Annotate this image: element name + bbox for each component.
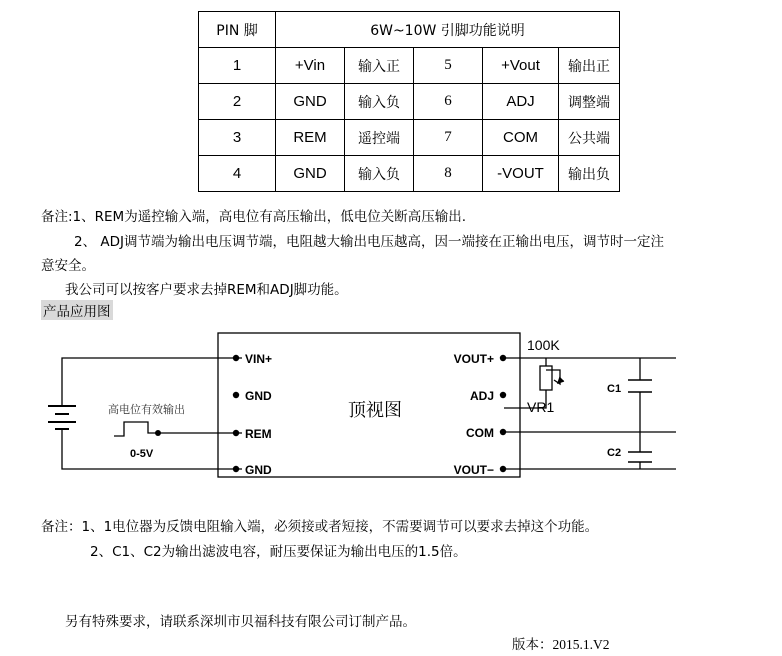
pin-function: 输入正 (345, 48, 414, 84)
pin-function: 调整端 (559, 84, 620, 120)
pin-name: +Vout (483, 48, 559, 84)
table-row (199, 48, 620, 84)
module-label: 顶视图 (348, 400, 402, 421)
pin-number: 1 (199, 48, 276, 84)
pin-label-rem: REM (245, 427, 272, 441)
pin-number: 8 (414, 156, 483, 192)
pin-label-vout-neg: VOUT− (453, 463, 494, 477)
pin-number: 3 (199, 120, 276, 156)
pin-number: 5 (414, 48, 483, 84)
pin-label-vout: VOUT+ (453, 352, 494, 366)
header-pin: PIN 脚 (199, 12, 276, 48)
note-capacitors: 2、C1、C2为输出滤波电容，耐压要保证为输出电压的1.5倍。 (90, 544, 467, 560)
wire-vin (62, 358, 242, 406)
pin-function: 输入负 (345, 84, 414, 120)
pin-name: -VOUT (483, 156, 559, 192)
pin-function: 公共端 (559, 120, 620, 156)
contact-note: 另有特殊要求，请联系深圳市贝福科技有限公司订制产品。 (65, 614, 416, 630)
pot-name: VR1 (527, 399, 555, 415)
pin-label-com: COM (466, 426, 494, 440)
application-diagram (0, 326, 782, 496)
header-title: 6W~10W 引脚功能说明 (276, 12, 620, 48)
pin-function-table (198, 11, 620, 192)
pin-label-gnd-2: GND (245, 463, 272, 477)
pin-name: ADJ (483, 84, 559, 120)
note-potentiometer: 备注：1、1电位器为反馈电阻输入端，必须接或者短接，不需要调节可以要求去掉这个功能。 (41, 519, 599, 535)
cap1-label: C1 (607, 383, 622, 395)
pin-label-adj: ADJ (469, 389, 494, 403)
note-rem: 备注:1、REM为遥控输入端，高电位有高压输出，低电位关断高压输出. (41, 209, 466, 225)
pin-name: GND (276, 84, 345, 120)
pin-label-gnd-1: GND (245, 389, 272, 403)
pin-number: 6 (414, 84, 483, 120)
pin-name: REM (276, 120, 345, 156)
signal-label: 高电位有效输出 (108, 403, 185, 416)
pin-function: 输出负 (559, 156, 620, 192)
table-row (199, 120, 620, 156)
pin-label-vin: VIN+ (245, 352, 273, 366)
pin-function: 遥控端 (345, 120, 414, 156)
table-row (199, 84, 620, 120)
pin-number: 7 (414, 120, 483, 156)
note-adj-cont: 意安全。 (41, 258, 95, 274)
cap2-label: C2 (607, 447, 622, 459)
version-label: 版本：2015.1.V2 (512, 637, 610, 652)
pin-name: COM (483, 120, 559, 156)
pot-value: 100K (527, 337, 560, 353)
pin-number: 2 (199, 84, 276, 120)
pin-number: 4 (199, 156, 276, 192)
signal-range: 0-5V (130, 448, 154, 460)
note-remove-pins: 我公司可以按客户要求去掉REM和ADJ脚功能。 (65, 282, 348, 298)
table-row (199, 156, 620, 192)
pin-name: +Vin (276, 48, 345, 84)
table-header-row (199, 12, 620, 48)
pulse-signal (114, 422, 242, 436)
note-adj: 2、 ADJ调节端为输出电压调节端，电阻越大输出电压越高，因一端接在正输出电压，调节时一定注 (74, 234, 664, 250)
pin-function: 输入负 (345, 156, 414, 192)
pin-name: GND (276, 156, 345, 192)
pin-function: 输出正 (559, 48, 620, 84)
section-title: 产品应用图 (41, 300, 113, 320)
